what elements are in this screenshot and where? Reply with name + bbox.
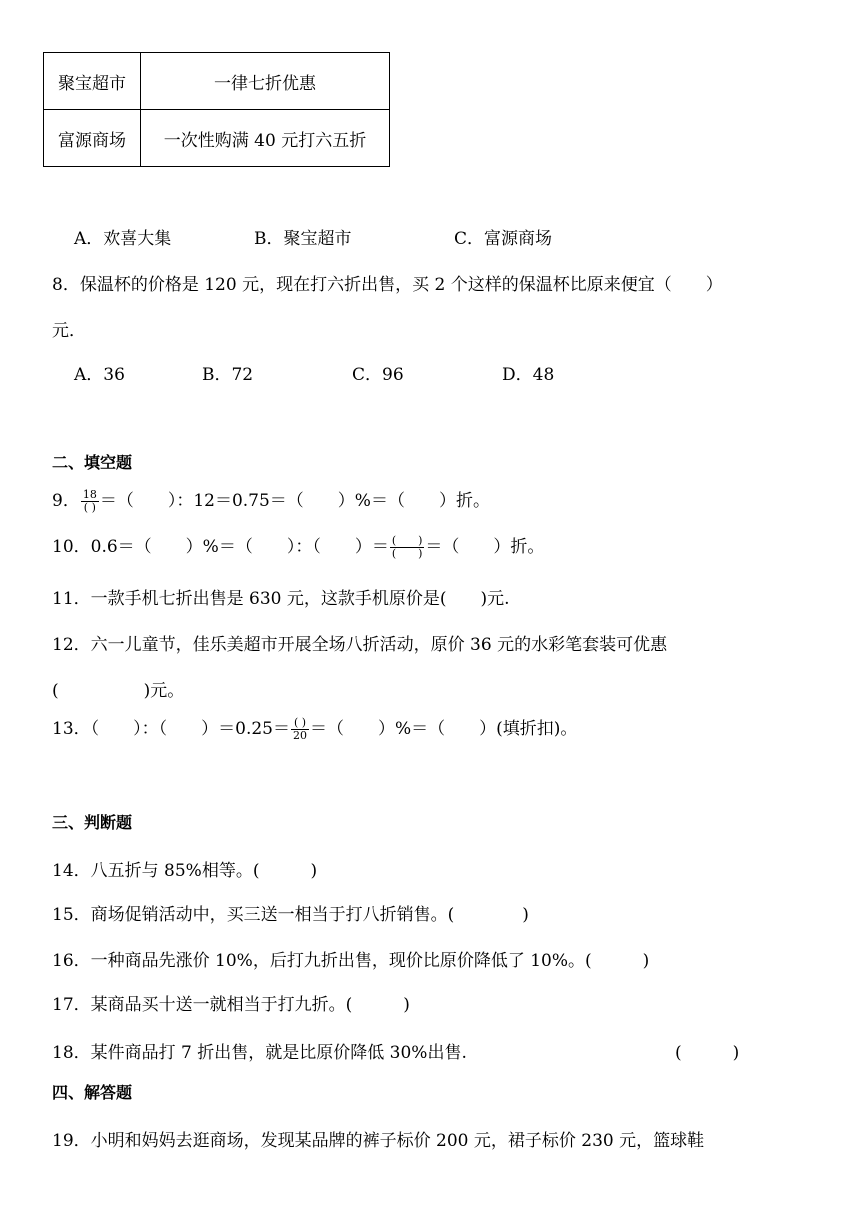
q13-prefix: 13．（ ）：（ ）＝0.25＝ (52, 719, 290, 739)
q13-suffix: ＝（ ）%＝（ ）(填折扣)。 (309, 719, 578, 739)
q18-text: 18．某件商品打 7 折出售，就是比原价降低 30%出售. (52, 1043, 467, 1063)
section-heading-judge: 三、判断题 (52, 813, 133, 832)
fraction-numerator: ( ) (291, 717, 309, 730)
fraction-denominator: ( ) (83, 501, 96, 514)
q9-prefix: 9． (52, 491, 80, 511)
q7-option-a: A．欢喜大集 (74, 229, 172, 249)
fraction-numerator: 18 (82, 488, 97, 501)
q13 (52, 714, 577, 742)
q7-option-b: B．聚宝超市 (254, 229, 352, 249)
q14: 14．八五折与 85%相等。( ) (52, 861, 318, 881)
fraction-denominator: ( ) (391, 547, 423, 560)
q8-option-c: C．96 (352, 365, 404, 385)
table-row (44, 53, 390, 110)
q9-fraction (81, 489, 99, 514)
section-heading-fill: 二、填空题 (52, 453, 133, 472)
q12-line2: ( )元。 (52, 681, 185, 701)
section-heading-solve: 四、解答题 (52, 1083, 133, 1102)
q9 (52, 486, 490, 514)
q16: 16．一种商品先涨价 10%，后打九折出售，现价比原价降低了 10%。( ) (52, 951, 650, 971)
q15: 15．商场促销活动中，买三送一相当于打八折销售。( ) (52, 905, 529, 925)
q13-fraction (291, 717, 309, 742)
q8-line1: 8．保温杯的价格是 120 元，现在打六折出售，买 2 个这样的保温杯比原来便宜（ ） (52, 275, 723, 295)
q12-line1: 12．六一儿童节，佳乐美超市开展全场八折活动，原价 36 元的水彩笔套装可优惠 (52, 635, 668, 655)
q11: 11．一款手机七折出售是 630 元，这款手机原价是( )元. (52, 589, 510, 609)
q9-suffix: ＝（ ）：12＝0.75＝（ ）%＝（ ）折。 (99, 491, 490, 511)
offer-cell: 一律七折优惠 (141, 53, 390, 110)
q8-option-a: A．36 (74, 365, 125, 385)
table-row (44, 110, 390, 167)
fraction-numerator: ( ) (391, 534, 423, 547)
store-cell: 富源商场 (44, 110, 141, 167)
discount-table (43, 52, 390, 167)
store-cell: 聚宝超市 (44, 53, 141, 110)
q10-fraction (390, 535, 425, 560)
q8-option-b: B．72 (202, 365, 254, 385)
q18-answer-paren: ( ) (675, 1043, 740, 1063)
q10-suffix: ＝（ ）折。 (425, 537, 545, 557)
fraction-denominator: 20 (292, 729, 307, 742)
offer-cell: 一次性购满 40 元打六五折 (141, 110, 390, 167)
q17: 17．某商品买十送一就相当于打九折。( ) (52, 995, 410, 1015)
q7-option-c: C．富源商场 (454, 229, 553, 249)
q19: 19．小明和妈妈去逛商场，发现某品牌的裤子标价 200 元，裙子标价 230 元，篮球鞋 (52, 1131, 705, 1151)
q10 (52, 532, 544, 560)
q10-prefix: 10．0.6＝（ ）%＝（ ）：（ ）＝ (52, 537, 389, 557)
q8-line2: 元． (52, 321, 86, 341)
q8-option-d: D．48 (502, 365, 555, 385)
